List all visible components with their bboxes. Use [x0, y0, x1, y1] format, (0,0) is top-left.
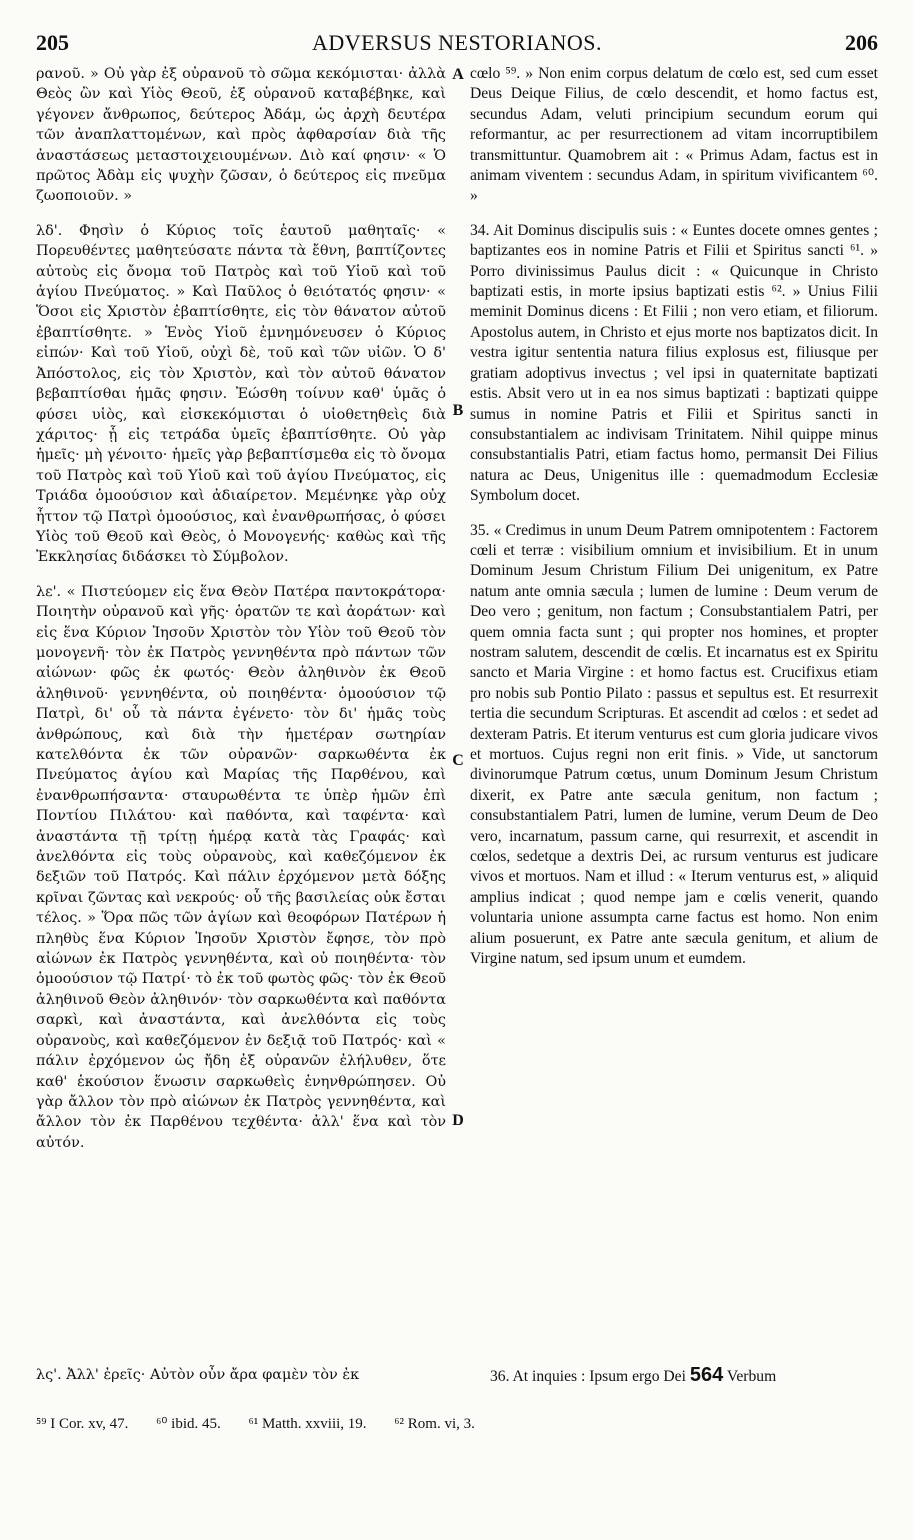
footnote: ⁶² Rom. vi, 3.: [394, 1416, 475, 1432]
running-title: ADVERSUS NESTORIANOS.: [311, 30, 603, 55]
latin-paragraph: cœlo ⁵⁹. » Non enim corpus delatum de cœlo est, sed cum esset Deus Deique Filius, de cœlo descendit, et homo factus est, secundus Adam, veluti principium secundum eorum qui reformantur, ac per resurrectionem ad vitam incorruptibilem transmittuntur. Quamobrem ait : « Primus Adam, factus est in animam viventem : secundus Adam, in spiritum vivificantem ⁶⁰. »: [470, 65, 878, 205]
latin-paragraph-end: Verbum: [726, 1368, 777, 1385]
footnotes: [36, 1414, 878, 1433]
greek-paragraph: λδ'. Φησὶν ὁ Κύριος τοῖς ἑαυτοῦ μαθηταῖς· « Πορευθέντες μαθητεύσατε πάντα τὰ ἔθνη, βαπτίζοντες αὐτοὺς εἰς ὄνομα τοῦ Πατρὸς καὶ τοῦ Υἱοῦ καὶ τοῦ ἁγίου Πνεύματος. » Καὶ Παῦλος ὁ θειότατός φησιν· « Ὅσοι εἰς Χριστὸν ἐβαπτίσθητε, εἰς τὸν θάνατον αὐτοῦ ἐβαπτίσθητε. » Ἑνὸς Υἱοῦ ἐμνημόνευσεν ὁ Κύριος εἰπών· Καὶ τοῦ Υἱοῦ, οὐχὶ δὲ, τοῦ καὶ τῶν υἱῶν. Ὁ δ' Ἀπόστολος, εἰς τὸν Χριστὸν, καὶ τὸν αὐτοῦ θάνατον βεβαπτίσθαι ἡμᾶς φησιν. Ἐώσθη τοίνυν καθ' ὑμᾶς ὁ φύσει υἱὸς, καὶ εἰσκεκόμισται ὁ υἱοθετηθεὶς διὰ χάριτος· ᾗ εἰς τετράδα ὑμεῖς ἐβαπτίσθητε. Οὐ γὰρ ἡμεῖς· μὴ γένοιτο· ἡμεῖς γὰρ βεβαπτίσμεθα εἰς τὸ ὄνομα τοῦ Πατρὸς καὶ τοῦ Υἱοῦ καὶ τοῦ ἁγίου Πνεύματος, εἰς Τριάδα ὁμοούσιον καὶ ἀδιαίρετον. Μεμένηκε γὰρ οὐχ ἧττον τῷ Πατρὶ ὁμοούσιος, καὶ ἐνανθρωπήσας, ὁ φύσει Υἱὸς τοῦ Θεοῦ καὶ Θεὸς, ὁ Μονογενής· καθὼς καὶ τῆς Ἐκκλησίας διδάσκει τὸ Σύμβολον.: [36, 222, 446, 566]
footnote: ⁵⁹ I Cor. xv, 47.: [36, 1416, 129, 1432]
footnote: ⁶¹ Matth. xxviii, 19.: [248, 1416, 367, 1432]
margin-letter: D: [452, 1112, 464, 1129]
greek-paragraph: λε'. « Πιστεύομεν εἰς ἕνα Θεὸν Πατέρα παντοκράτορα· Ποιητὴν οὐρανοῦ καὶ γῆς· ὁρατῶν τε καὶ ἀοράτων· καὶ εἰς ἕνα Κύριον Ἰησοῦν Χριστὸν τὸν Υἱὸν τοῦ Θεοῦ τὸν μονογενῆ· τὸν ἐκ Πατρὸς γεννηθέντα πρὸ πάντων τῶν αἰώνων· φῶς ἐκ φωτός· Θεὸν ἀληθινὸν ἐκ Θεοῦ ἀληθινοῦ· γεννηθέντα, οὐ ποιηθέντα· ὁμοούσιον τῷ Πατρὶ, δι' οὗ τὰ πάντα ἐγένετο· τὸν δι' ἡμᾶς τοὺς ἀνθρώπους, καὶ διὰ τὴν ἡμετέραν σωτηρίαν κατελθόντα ἐκ τῶν οὐρανῶν· σαρκωθέντα ἐκ Πνεύματος ἁγίου καὶ Μαρίας τῆς Παρθένου, καὶ ἐνανθρωπήσαντα· σταυρωθέντα τε ὑπὲρ ἡμῶν ἐπὶ Ποντίου Πιλάτου· καὶ παθόντα, καὶ ταφέντα· καὶ ἀναστάντα τῇ τρίτῃ ἡμέρᾳ κατὰ τὰς Γραφάς· καὶ ἀνελθόντα εἰς τοὺς οὐρανοὺς, καὶ καθεζόμενον ἐκ δεξιῶν τοῦ Πατρός. Καὶ πάλιν ἐρχόμενον μετὰ δόξης κρῖναι ζῶντας καὶ νεκρούς· οὗ τῆς βασιλείας οὐκ ἔσται τέλος. » Ὅρα πῶς τῶν ἁγίων καὶ θεοφόρων Πατέρων ἡ πληθὺς ἕνα Κύριον Ἰησοῦν Χριστὸν ἔφησε, τὸν πρὸ αἰώνων ἐκ Πατρὸς γεννηθέντα, καὶ οὐ ποιηθέντα· τὸν ὁμοούσιον τῷ Πατρί· τὸ ἐκ τοῦ φωτὸς φῶς· τὸν ἐκ Θεοῦ ἀληθινοῦ Θεὸν ἀληθινόν· τὸν σαρκωθέντα καὶ παθόντα σαρκὶ, καὶ ἀναστάντα, καὶ ἀνελθόντα εἰς τοὺς οὐρανοὺς, καὶ καθεζόμενον ἐν δεξιᾷ τοῦ Πατρός· καὶ « πάλιν ἐρχόμενον ὡς ἤδη ἐξ οὐρανῶν ἐλήλυθεν, ὅτε καθ' ἑκούσιον ἕνωσιν σαρκωθεὶς ἐνηνθρώπησεν. Οὐ γὰρ ἄλλον τὸν πρὸ αἰώνων ἐκ Πατρὸς γεννηθέντα, καὶ ἄλλον τὸν ἐκ Παρθένου τεχθέντα· ἀλλ' ἕνα καὶ τὸν αὐτόν.: [36, 583, 446, 1151]
latin-paragraph: 34. Ait Dominus discipulis suis : « Euntes docete omnes gentes ; baptizantes eos in nomine Patris et Filii et Spiritus sancti ⁶¹. » Porro divinissimus Paulus dicit : « Quicunque in Christo baptizati estis, in morte ipsius baptizati estis ⁶². » Unius Filii meminit Dominus dicens : Et Filii ; non vero etiam, et filiorum. Apostolus autem, in Christo et ejus morte nos baptizatos dicit. In vestra igitur sententia natura filius explosus est, filiusque per gratiam adoptivus invectus ; vel ipsi in quaternitate baptizati estis. Absit vero ut in ea nos simus baptizati : baptizati quippe sumus in nomine Patris et Filii et Spiritus sancti in consubstantialem ac indivisam Trinitatem. Nihil quippe minus consubstantialis Patri, etiam factus homo, permansit Dei Filius natura ac Deus, Unigenitus ille : quemadmodum Ecclesiæ Symbolum docet.: [470, 221, 878, 505]
greek-paragraph: λς'. Ἀλλ' ἐρεῖς· Αὐτὸν οὖν ἄρα φαμὲν τὸν ἐκ: [36, 1367, 360, 1383]
footnote: ⁶⁰ ibid. 45.: [156, 1416, 221, 1432]
margin-letter: B: [452, 402, 464, 419]
page-header: [36, 30, 878, 60]
latin-final-line: [490, 1364, 878, 1388]
greek-paragraph: ρανοῦ. » Οὐ γὰρ ἐξ οὐρανοῦ τὸ σῶμα κεκόμισται· ἀλλὰ Θεὸς ὢν καὶ Υἱὸς Θεοῦ, ἐξ οὐρανοῦ καταβέβηκε, καὶ γέγονεν ἄνθρωπος, δεύτερος Ἀδάμ, ὡς ἀρχὴ δευτέρα τῶν ἀναπλαττομένων, καὶ πρὸς ἀφθαρσίαν διὰ τῆς ἀναστάσεως μεταστοιχειουμένων. Διὸ καί φησιν· « Ὁ πρῶτος Ἀδὰμ εἰς ψυχὴν ζῶσαν, ὁ δεύτερος εἰς πνεῦμα ζωοποιοῦν. »: [36, 66, 446, 205]
page-number-left: 205: [36, 30, 69, 55]
margin-letter: A: [452, 66, 464, 83]
greek-final-line: [36, 1364, 446, 1386]
greek-column: [36, 64, 446, 1163]
page-mark: 564: [689, 1364, 724, 1386]
latin-column: [470, 64, 878, 979]
margin-letter: C: [452, 752, 464, 769]
page-number-right: 206: [845, 30, 878, 55]
latin-paragraph: 36. At inquies : Ipsum ergo Dei: [490, 1368, 686, 1385]
latin-paragraph: 35. « Credimus in unum Deum Patrem omnipotentem : Factorem cœli et terræ : visibilium omnium et invisibilium. Et in unum Dominum Jesum Christum Filium Dei unigenitum, ex Patre natum ante omnia sæcula ; lumen de lumine : Deum verum de Deo vero ; genitum, non factum ; Consubstantialem Patri, per quem omnia facta sunt ; qui propter nos homines, et propter nostram salutem, descendit de cœlis. Et incarnatus est ex Spiritu sancto et Maria Virgine : et homo factus est. Crucifixus etiam pro nobis sub Pontio Pilato : passus et sepultus est. Et resurrexit tertia die secundum Scripturas. Et ascendit ad cœlos : et sedet ad dexteram Patris. Et iterum venturus est cum gloria judicare vivos et mortuos. Cujus regni non erit finis. » Vide, ut sanctorum divinorumque Patrum cœtus, unum Dominum Jesum Christum dixerit, ex Patre ante sæcula genitum, non factum ; consubstantialem Patri, lumen de lumine, verum Deum de Deo vero, incarnatum, passum carne, qui resurrexit, et ascendit in cœlos, sedetque a dextris Dei, ac rursum venturus est judicare vivos et mortuos. Nam et illud : « Iterum venturus est, » aliquid amplius indicat ; quod nempe jam e cœlis venerit, quando voluntaria unione assumpta carne factus est homo. Non enim alium posuerunt, ex Patre ante sæcula genitum, et alium de Virgine natum, sed ipsum unum et eumdem.: [470, 521, 878, 968]
